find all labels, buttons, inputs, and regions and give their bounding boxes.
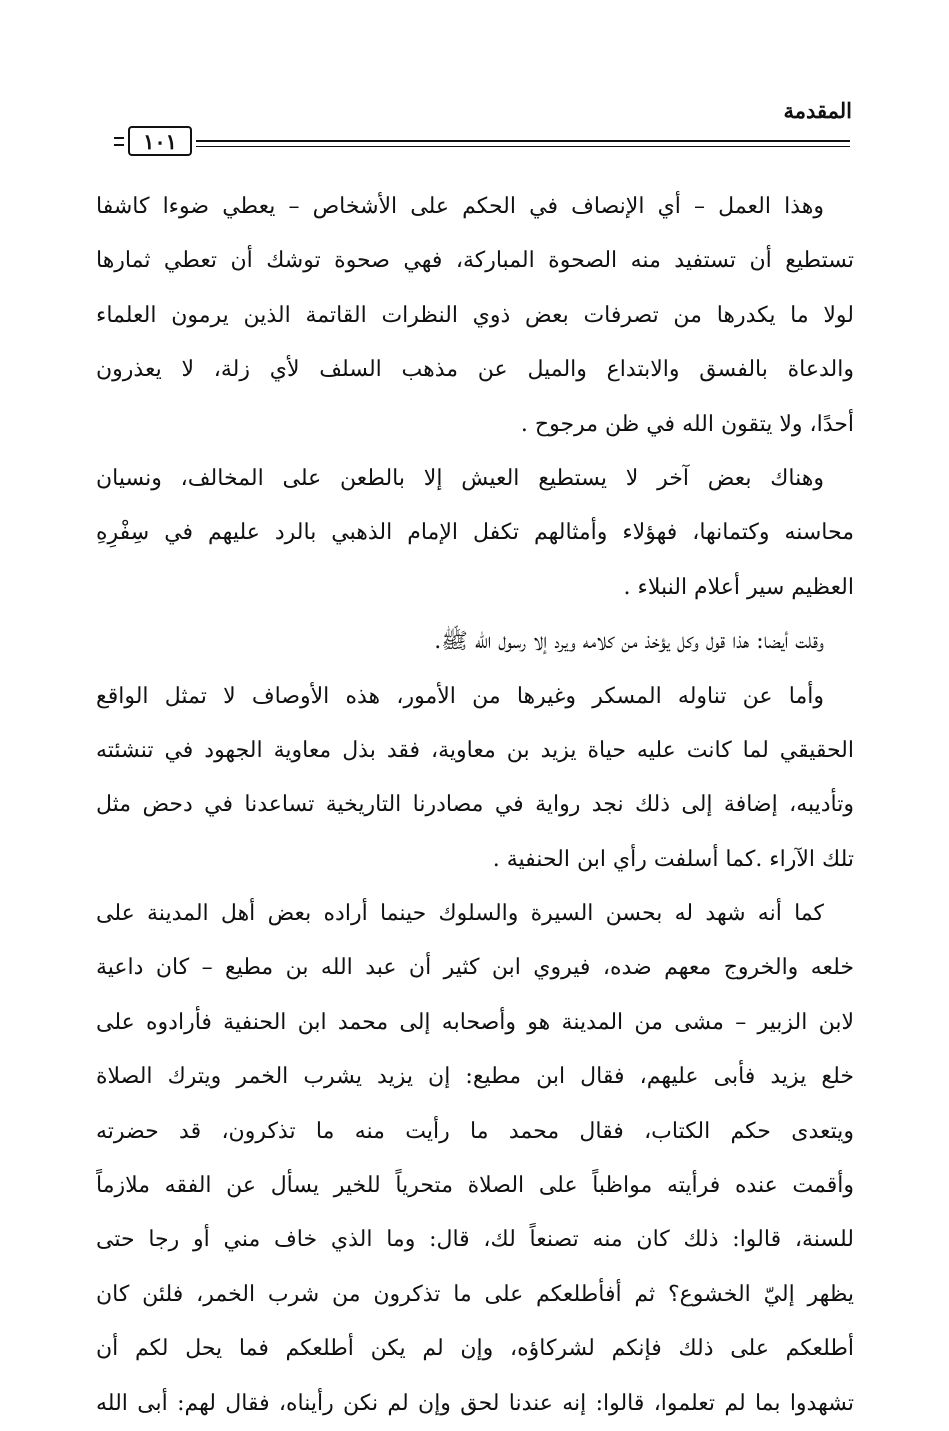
text-line: وأقمت عنده فرأيته مواظباً على الصلاة متحرياً للخير يسأل عن الفقه ملازماً [96, 1173, 854, 1199]
paragraph [96, 615, 854, 669]
text-line: تلك الآراء .كما أسلفت رأي ابن الحنفية . [492, 846, 854, 872]
text-line: لولا ما يكدرها من تصرفات بعض ذوي النظرات القاتمة الذين يرمون العلماء [96, 302, 854, 328]
text-line: خلعه والخروج معهم ضده، فيروي ابن كثير أن عبد الله بن مطيع – كان داعية [96, 955, 854, 981]
text-line: والدعاة بالفسق والابتداع والميل عن مذهب السلف لأي زلة، لا يعذرون [96, 357, 854, 383]
text-line: تستطيع أن تستفيد منه الصحوة المباركة، فهي صحوة توشك أن تعطي ثمارها [96, 248, 854, 274]
running-title: المقدمة [783, 98, 852, 123]
text-line: للسنة، قالوا: ذلك كان منه تصنعاً لك، قال: وما الذي خاف مني أو رجا حتى [96, 1227, 854, 1253]
paragraph [96, 887, 854, 1431]
paragraph [96, 452, 854, 615]
text-line: يظهر إليّ الخشوع؟ ثم أفأطلعكم على ما تذكرون من شرب الخمر، فلئن كان [96, 1281, 854, 1307]
text-line: وأما عن تناوله المسكر وغيرها من الأمور، هذه الأوصاف لا تمثل الواقع [96, 683, 824, 709]
text-line: محاسنه وكتمانها، فهؤلاء وأمثالهم تكفل الإمام الذهبي بالرد عليهم في سِفْرِهِ [96, 520, 854, 546]
text-line: لابن الزبير – مشى من المدينة هو وأصحابه إلى محمد ابن الحنفية فأرادوه على [96, 1009, 854, 1035]
page-number: ١٠١ [143, 129, 177, 154]
text-line: وهذا العمل – أي الإنصاف في الحكم على الأشخاص – يعطي ضوءا كاشفا [96, 194, 824, 219]
text-line: أطلعكم على ذلك فإنكم لشركاؤه، وإن لم يكن أطلعكم فما يحل لكم أن [96, 1336, 854, 1362]
header-rule-top [196, 140, 850, 142]
page-number-frame [128, 126, 192, 156]
text-line: ويتعدى حكم الكتاب، فقال محمد ما رأيت منه ما تذكرون، قد حضرته [96, 1118, 854, 1144]
text-line: وهناك بعض آخر لا يستطيع العيش إلا بالطعن على المخالف، ونسيان [96, 465, 824, 491]
paragraph [96, 180, 854, 452]
text-line: الحقيقي لما كانت عليه حياة يزيد بن معاوية، فقد بذل معاوية الجهود في تنشئته [96, 737, 854, 763]
text-line: وتأديبه، إضافة إلى ذلك نجد رواية في مصادرنا التاريخية تساعدنا في دحض مثل [96, 792, 854, 818]
text-line: أحدًا، ولا يتقون الله في ظن مرجوح . [520, 411, 854, 437]
frame-ornament-line [114, 144, 124, 146]
text-line: خلع يزيد فأبى عليهم، فقال ابن مطيع: إن يزيد يشرب الخمر ويترك الصلاة [96, 1064, 854, 1090]
frame-ornament-line [114, 137, 124, 139]
body-text [96, 180, 854, 1431]
text-line: العظيم سير أعلام النبلاء . [623, 574, 854, 600]
text-line: تشهدوا بما لم تعلموا، قالوا: إنه عندنا لحق وإن لم نكن رأيناه، فقال لهم: أبى الله [96, 1390, 854, 1416]
text-line: كما أنه شهد له بحسن السيرة والسلوك حينما أراده بعض أهل المدينة على [96, 901, 824, 927]
text-line: وقلت أيضا: هذا قول وكل يؤخذ من كلامه ويرد إلا رسول الله ﷺ. [434, 629, 824, 655]
header-rule-bottom [196, 146, 850, 147]
paragraph [96, 670, 854, 888]
